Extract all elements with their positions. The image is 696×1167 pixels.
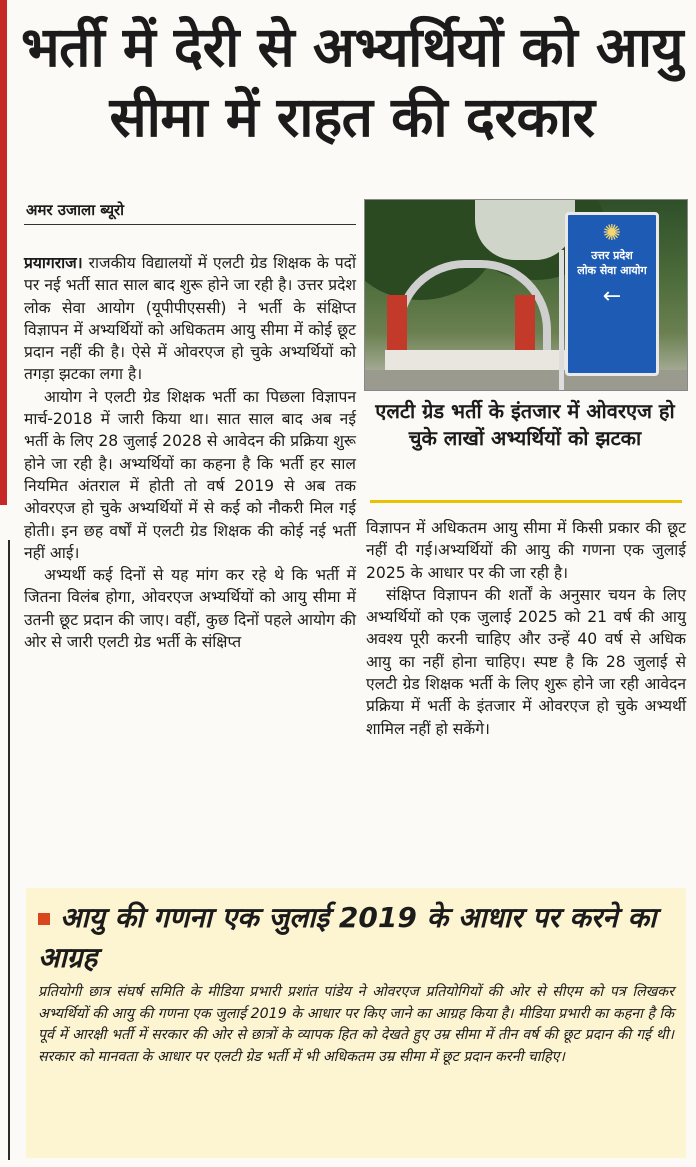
sign-line-1: उत्तर प्रदेश [591,249,633,262]
sign-line-2: लोक सेवा आयोग [577,264,647,277]
sidebar-box [26,888,686,1158]
news-photo [364,199,688,391]
paragraph-5: संक्षिप्त विज्ञापन की शर्तों के अनुसार चयन के लिए अभ्यर्थियों को एक जुलाई 2025 को 21 वर्ष की आयु अवश्य पूरी करनी चाहिए और उन्हें 40 वर्ष से अधिक आयु का नहीं होना चाहिए। स्पष्ट है कि 28 जुलाई से एलटी ग्रेड शिक्षक भर्ती के लिए शुरू होने जा रही आवेदन प्रक्रिया में भर्ती के इंतजार में ओवरएज हो चुके अभ्यर्थी शामिल नहीं हो सकेंगे। [366,585,686,738]
gate-wall [385,350,575,370]
bullet-square-icon [38,913,50,925]
paragraph-1 [24,252,356,386]
left-divider [8,540,10,1160]
photo-caption: एलटी ग्रेड भर्ती के इंतजार में ओवरएज हो चुके लाखों अभ्यर्थियों को झटका [375,399,675,450]
headline: भर्ती में देरी से अभ्यर्थियों को आयु सीमा में राहत की दरकार [20,15,684,149]
article-column-1 [24,252,356,653]
state-emblem-icon: ✺ [602,221,622,246]
arrow-left-icon: ← [602,284,622,309]
sign-post [559,250,564,390]
box-heading-text: आयु की गणना एक जुलाई 2019 के आधार पर करने का आग्रह [38,901,657,974]
byline-divider [24,224,356,225]
byline: अमर उजाला ब्यूरो [26,201,125,219]
article-column-2 [366,517,686,740]
box-body: प्रतियोगी छात्र संघर्ष समिति के मीडिया प्रभारी प्रशांत पांडेय ने ओवरएज प्रतियोगियों की ओर से सीएम को पत्र लिखकर अभ्यर्थियों की आयु की गणना एक जुलाई 2019 के आधार पर किए जाने का आग्रह किया है। मीडिया प्रभारी का कहना है कि पूर्व में आरक्षी भर्ती में सरकार की ओर से छात्रों के व्यापक हित को देखते हुए उम्र सीमा में तीन वर्ष की छूट प्रदान की गई थी। सरकार को मानवता के आधार पर एलटी ग्रेड भर्ती में भी अधिकतम उम्र सीमा में छूट प्रदान करनी चाहिए। [38,984,674,1065]
upsc-sign-board [565,212,659,376]
left-red-bar [0,0,7,505]
paragraph-1-text: राजकीय विद्यालयों में एलटी ग्रेड शिक्षक के पदों पर नई भर्ती सात साल बाद शुरू होने जा रही है। उत्तर प्रदेश लोक सेवा आयोग (यूपीपीएससी) ने भर्ती के संक्षिप्त विज्ञापन में अभ्यर्थियों को अधिकतम आयु सीमा में कोई छूट प्रदान नहीं की है। ऐसे में ओवरएज हो चुके अभ्यर्थियों को तगड़ा झटका लगा है। [24,254,356,384]
paragraph-4: विज्ञापन में अधिकतम आयु सीमा में किसी प्रकार की छूट नहीं दी गई।अभ्यर्थियों की आयु की गणना एक जुलाई 2025 के आधार पर की जा रही है। [366,519,686,582]
box-heading [26,888,686,978]
paragraph-3: अभ्यर्थी कई दिनों से यह मांग कर रहे थे कि भर्ती में जितना विलंब होगा, ओवरएज अभ्यर्थियों को आयु सीमा में उतनी छूट प्रदान की जाए। वहीं, कुछ दिनों पहले आयोग की ओर से जारी एलटी ग्रेड भर्ती के संक्षिप्त [24,566,356,652]
dateline: प्रयागराज। [24,254,83,272]
paragraph-2: आयोग ने एलटी ग्रेड शिक्षक भर्ती का पिछला विज्ञापन मार्च-2018 में जारी किया था। सात साल बाद अब नई भर्ती के लिए 28 जुलाई 2028 से आवेदन की प्रक्रिया शुरू होने जा रही है। अभ्यर्थियों का कहना है कि भर्ती हर साल नियमित अंतराल में होती तो वर्ष 2019 से अब तक ओवरएज हो चुके अभ्यर्थियों में से कई को नौकरी मिल गई होती। इन छह वर्षों में एलटी ग्रेड शिक्षक की कोई नई भर्ती नहीं आई। [24,387,356,562]
caption-divider [370,500,682,503]
